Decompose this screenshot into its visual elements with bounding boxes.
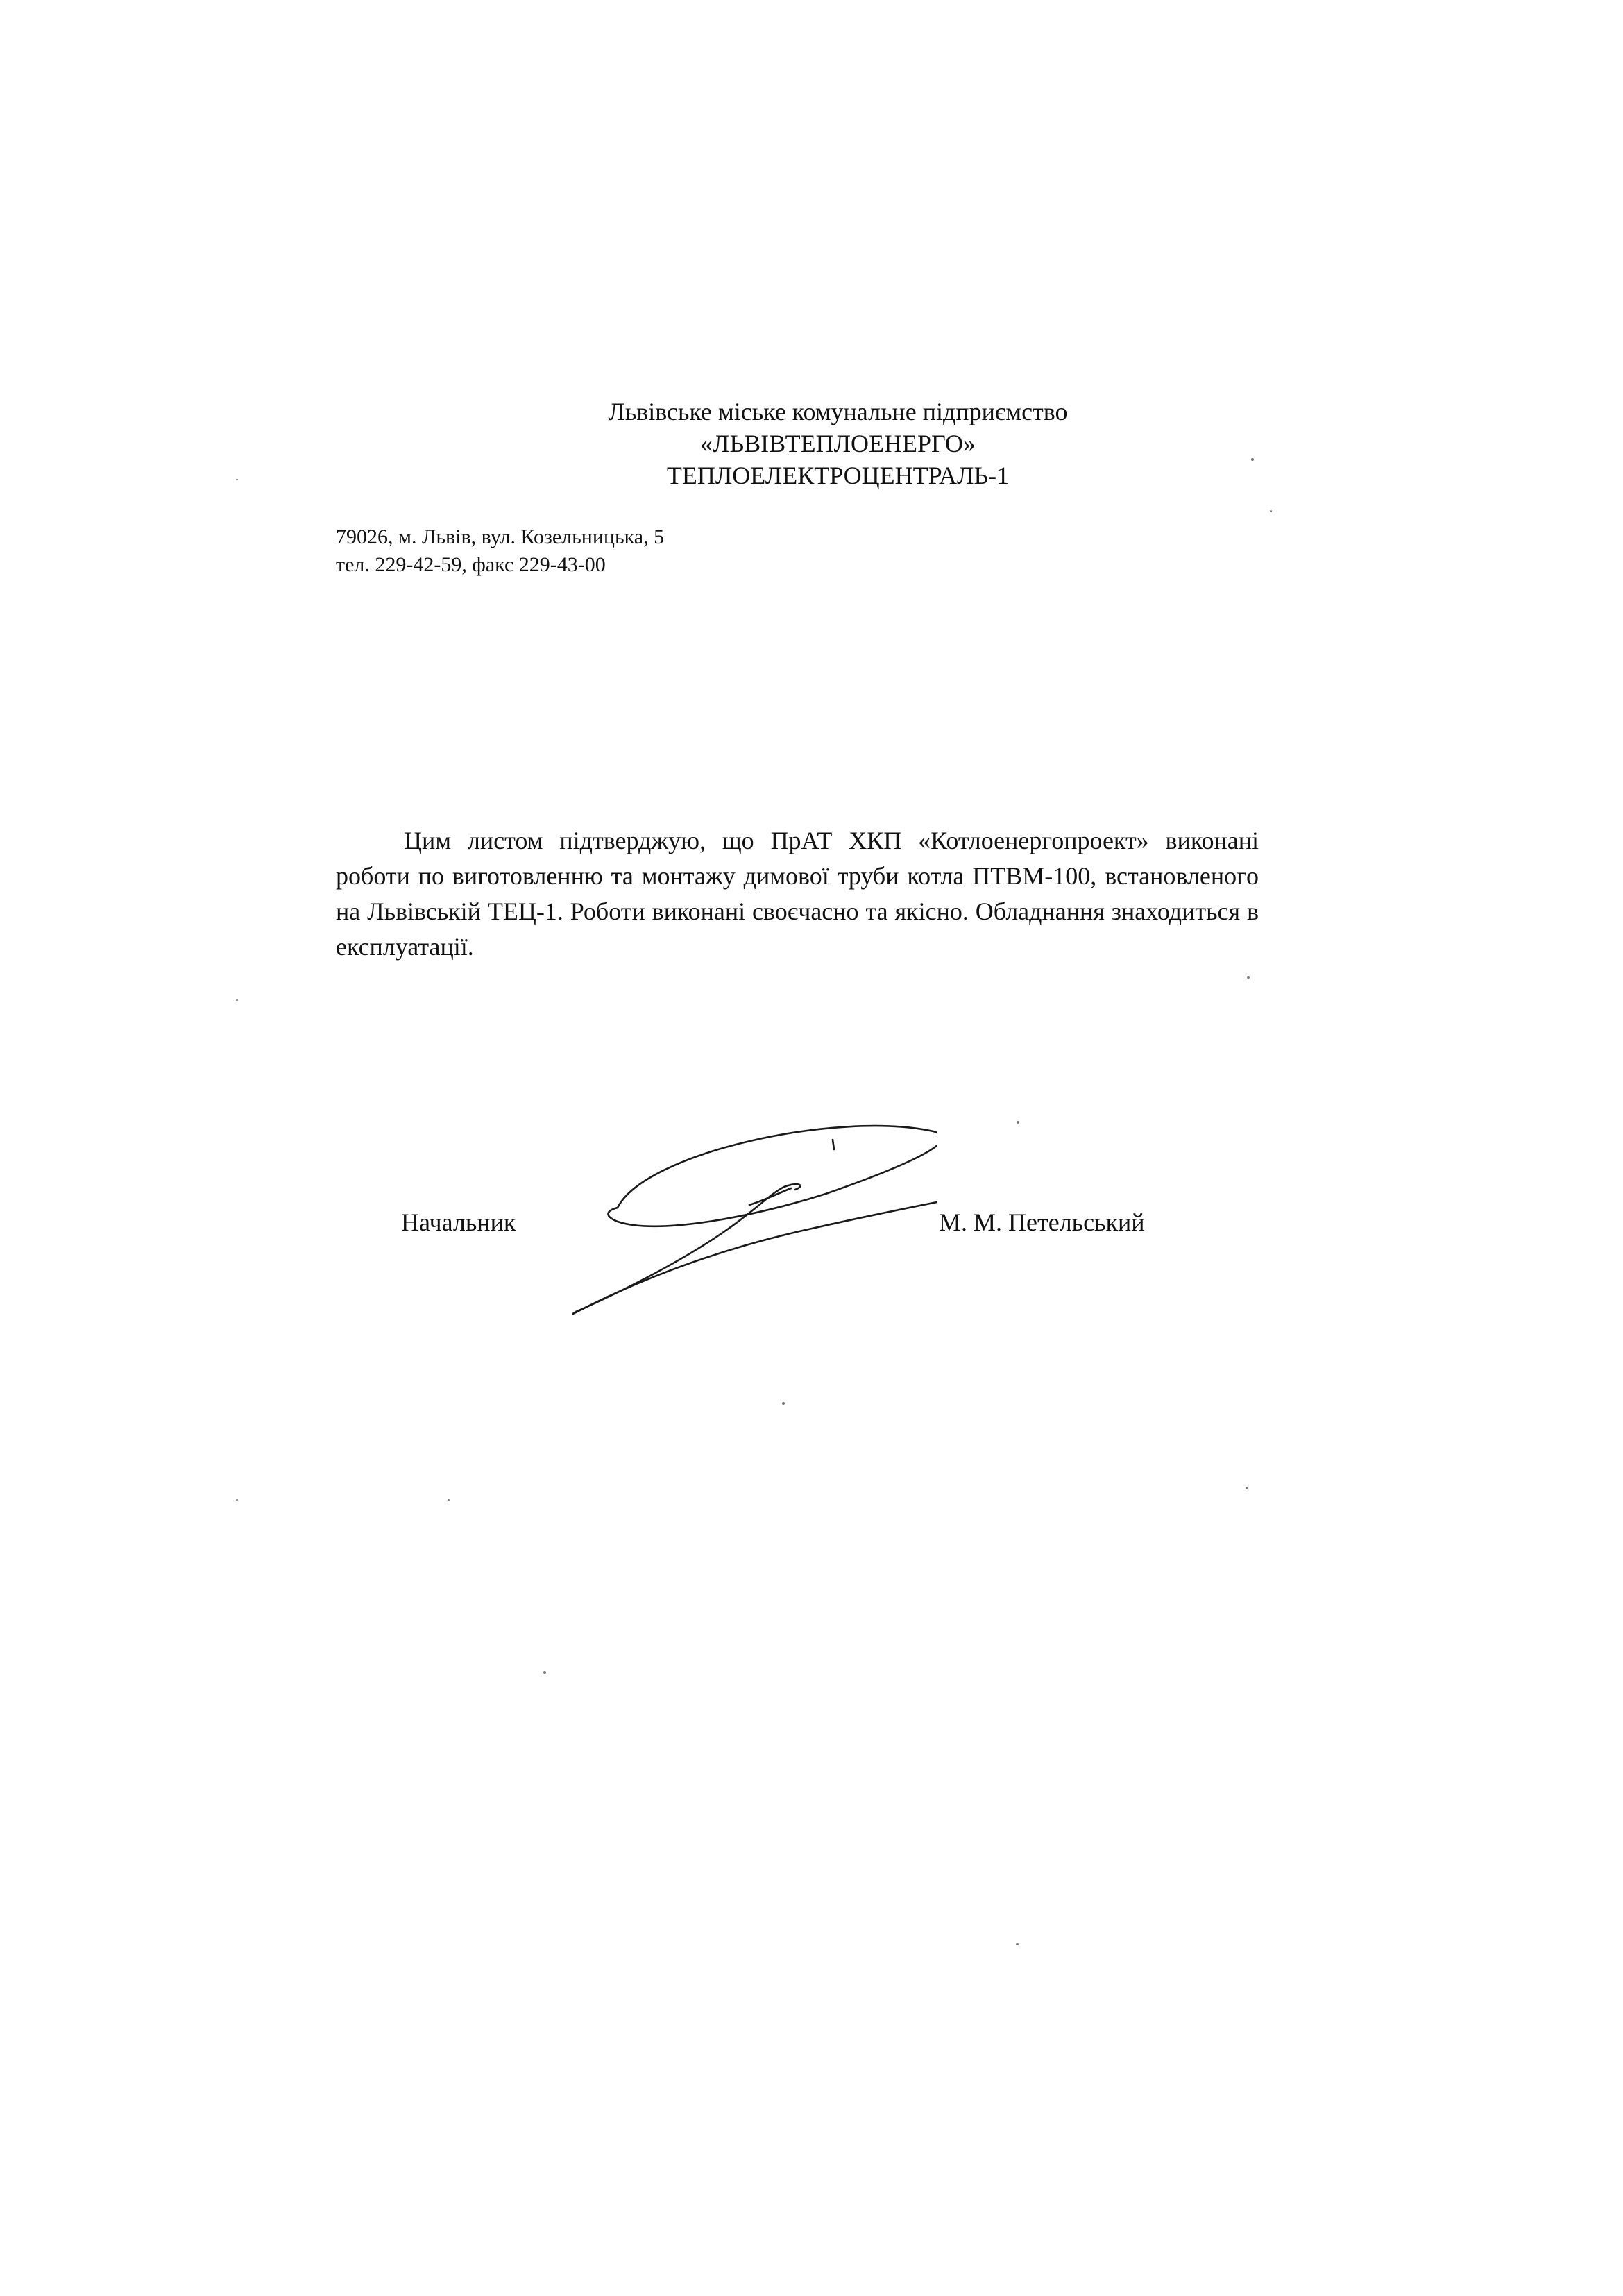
scan-speck bbox=[1247, 976, 1250, 979]
scan-speck bbox=[236, 999, 238, 1001]
handwritten-signature bbox=[548, 1104, 937, 1333]
signatory-role: Начальник bbox=[401, 1208, 516, 1236]
scan-speck bbox=[1251, 458, 1254, 461]
scan-speck bbox=[236, 1499, 238, 1501]
letter-body: Цим листом підтверджую, що ПрАТ ХКП «Котлоенергопроект» виконані роботи по виготовленню та монтажу димової труби котла ПТВМ-100, встановленого на Львівській ТЕЦ-1. Роботи виконані своєчасно та якісно. Обладнання знаходиться в експлуатації. bbox=[336, 827, 1259, 961]
scan-speck bbox=[236, 479, 238, 480]
signatory-name: М. М. Петельський bbox=[939, 1208, 1145, 1236]
phone-fax: тел. 229-42-59, факс 229-43-00 bbox=[336, 553, 606, 576]
scan-speck bbox=[1017, 1121, 1019, 1124]
organization-brand: «ЛЬВІВТЕПЛОЕНЕРГО» bbox=[700, 430, 976, 457]
scan-speck bbox=[1246, 1487, 1248, 1489]
address-block bbox=[336, 523, 664, 579]
scan-speck bbox=[782, 1402, 785, 1405]
letterhead bbox=[0, 396, 1623, 491]
scan-speck bbox=[1016, 1943, 1019, 1945]
street-address: 79026, м. Львів, вул. Козельницька, 5 bbox=[336, 525, 665, 548]
scan-speck bbox=[543, 1671, 546, 1674]
scan-speck bbox=[1270, 510, 1272, 512]
scan-speck bbox=[448, 1499, 450, 1501]
organization-name: Львівське міське комунальне підприємство bbox=[608, 398, 1068, 425]
organization-unit: ТЕПЛОЕЛЕКТРОЦЕНТРАЛЬ-1 bbox=[666, 462, 1010, 489]
